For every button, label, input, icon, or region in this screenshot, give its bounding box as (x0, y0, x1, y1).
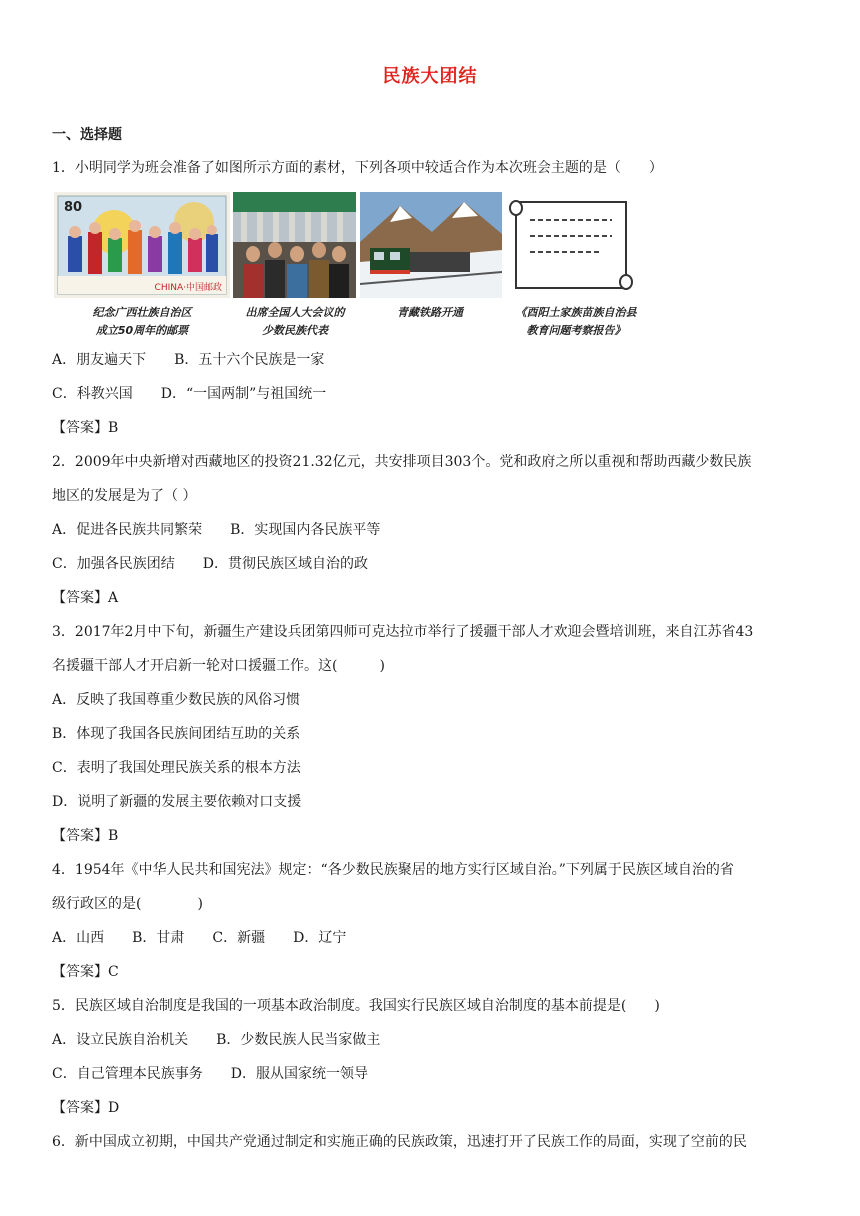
train-photo (360, 192, 502, 298)
q1-option-d: D．“一国两制”与祖国统一 (160, 386, 327, 402)
question-4-answer: 【答案】C (52, 964, 119, 980)
q3-option-b: B．体现了我国各民族间团结互助的关系 (52, 726, 301, 742)
section-heading: 一、选择题 (52, 127, 122, 143)
question-1-answer: 【答案】B (52, 420, 119, 436)
question-5-stem: 5．民族区域自治制度是我国的一项基本政治制度。我国实行民族区域自治制度的基本前提是( ) (52, 998, 660, 1014)
q1-option-c: C．科教兴国 (52, 386, 133, 402)
stamp-value: 80 (64, 200, 83, 215)
q1-option-b: B．五十六个民族是一家 (174, 352, 325, 368)
caption-stamp: 纪念广西壮族自治区 成立50周年的邮票 (92, 306, 192, 337)
q3-option-c: C．表明了我国处理民族关系的根本方法 (52, 760, 301, 776)
q5-option-c: C．自己管理本民族事务 (52, 1066, 203, 1082)
delegates-photo (233, 192, 356, 298)
question-1-options-ab (52, 350, 812, 370)
q4-option-b: B．甘肃 (132, 930, 185, 946)
question-2-stem-line2: 地区的发展是为了（ ） (52, 488, 197, 504)
q5-option-b: B．少数民族人民当家做主 (216, 1032, 381, 1048)
question-4-options (52, 928, 812, 948)
question-2-options-ab (52, 520, 812, 540)
q3-option-d: D．说明了新疆的发展主要依赖对口支援 (52, 794, 302, 810)
question-3-stem-line2: 名援疆干部人才开启新一轮对口援疆工作。这( ) (52, 658, 385, 674)
question-2-options-cd (52, 554, 812, 574)
question-1-stem: 1．小明同学为班会准备了如图所示方面的素材，下列各项中较适合作为本次班会主题的是（ ） (52, 160, 663, 176)
question-6-stem-line1: 6．新中国成立初期，中国共产党通过制定和实施正确的民族政策，迅速打开了民族工作的局面，实现了空前的民 (52, 1134, 747, 1150)
q4-option-c: C．新疆 (212, 930, 266, 946)
caption-train: 青藏铁路开通 (397, 306, 463, 319)
question-5-answer: 【答案】D (52, 1100, 120, 1116)
question-3-answer: 【答案】B (52, 828, 119, 844)
question-1-options-cd (52, 384, 812, 404)
caption-report: 《酉阳土家族苗族自治县 教育问题考察报告》 (515, 306, 637, 337)
q4-option-d: D．辽宁 (293, 930, 347, 946)
q5-option-a: A．设立民族自治机关 (52, 1032, 189, 1048)
q2-option-a: A．促进各民族共同繁荣 (52, 522, 203, 538)
question-4-stem-line2: 级行政区的是( ) (52, 896, 203, 912)
question-5-options-cd (52, 1064, 812, 1084)
q5-option-d: D．服从国家统一领导 (230, 1066, 368, 1082)
q2-option-b: B．实现国内各民族平等 (230, 522, 381, 538)
q4-option-a: A．山西 (52, 930, 105, 946)
caption-delegates: 出席全国人大会议的 少数民族代表 (245, 306, 345, 337)
question-5-options-ab (52, 1030, 812, 1050)
question-2-stem-line1: 2．2009年中央新增对西藏地区的投资21.32亿元，共安排项目303个。党和政府之所以重视和帮助西藏少数民族 (52, 454, 752, 470)
question-4-stem-line1: 4．1954年《中华人民共和国宪法》规定：“各少数民族聚居的地方实行区域自治。”下列属于民族区域自治的省 (52, 862, 734, 878)
question-2-answer: 【答案】A (52, 590, 119, 606)
stamp-brand: CHINA·中国邮政 (154, 283, 222, 293)
q2-option-c: C．加强各民族团结 (52, 556, 175, 572)
q1-option-a: A．朋友遍天下 (52, 352, 147, 368)
stamp-image (54, 192, 230, 298)
question-3-stem-line1: 3．2017年2月中下旬，新疆生产建设兵团第四师可克达拉市举行了援疆干部人才欢迎会暨培训班，来自江苏省43 (52, 624, 754, 640)
q2-option-d: D．贯彻民族区域自治的政 (202, 556, 368, 572)
scroll-illustration (506, 192, 636, 298)
q3-option-a: A．反映了我国尊重少数民族的风俗习惯 (52, 692, 301, 708)
page-title: 民族大团结 (382, 66, 478, 87)
